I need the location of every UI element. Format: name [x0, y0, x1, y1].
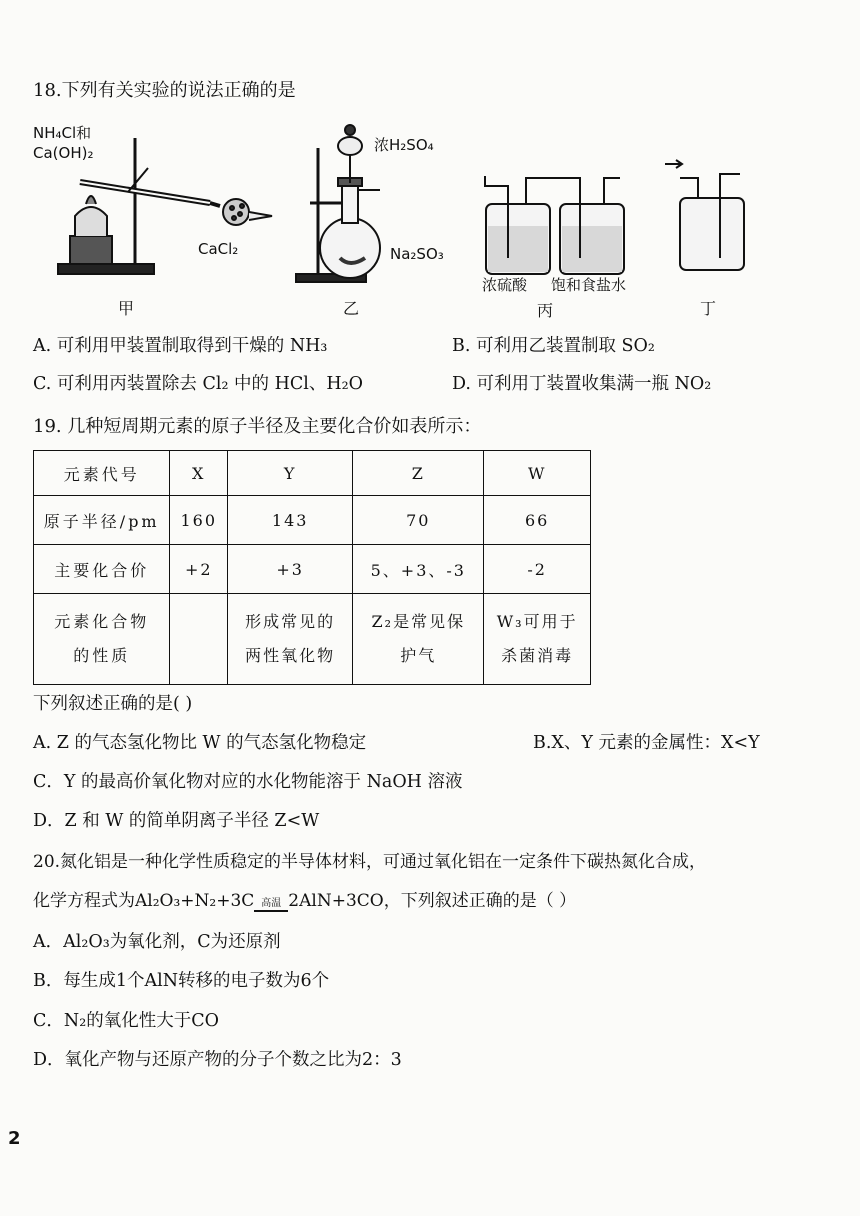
reagent-label-nh4cl: NH₄Cl和: [33, 124, 92, 142]
page-number: 2: [8, 1128, 21, 1149]
table-cell: 66: [484, 496, 591, 545]
column-header: X: [170, 451, 228, 496]
q20-equation-right: 2AlN+3CO，下列叙述正确的是（ ）: [288, 891, 577, 911]
column-header: W: [484, 451, 591, 496]
reagent-label-cacl2: CaCl₂: [198, 240, 239, 258]
table-cell: -2: [484, 545, 591, 594]
q20-option-a: A．Al₂O₃为氧化剂，C为还原剂: [33, 932, 281, 952]
caption-yi: 乙: [343, 299, 360, 318]
row-header: 元素代号: [34, 451, 170, 496]
q19-option-a: A. Z 的气态氢化物比 W 的气态氢化物稳定: [33, 733, 367, 753]
apparatus-bing: [485, 176, 624, 274]
table-cell: Z₂是常见保护气: [353, 594, 484, 685]
q20-option-c: C．N₂的氧化性大于CO: [33, 1011, 219, 1031]
caption-jia: 甲: [118, 299, 135, 318]
table-cell: 形成常见的两性氧化物: [228, 594, 353, 685]
q20-option-d: D．氧化产物与还原产物的分子个数之比为2：3: [33, 1050, 402, 1070]
table-cell: 70: [353, 496, 484, 545]
reagent-label-conc-acid: 浓硫酸: [482, 276, 528, 294]
table-row: [34, 545, 591, 594]
apparatus-ding: [665, 160, 744, 270]
apparatus-yi: [296, 125, 380, 282]
q18-stem: 18.下列有关实验的说法正确的是: [33, 80, 296, 101]
q18-option-c: C. 可利用丙装置除去 Cl₂ 中的 HCl、H₂O: [33, 374, 363, 394]
table-cell: 160: [170, 496, 228, 545]
condition-bar: [254, 910, 288, 912]
table-cell: 5、+3、-3: [353, 545, 484, 594]
q19-option-b: B.X、Y 元素的金属性：X<Y: [533, 733, 760, 753]
q20-equation-left: 化学方程式为Al₂O₃+N₂+3C: [33, 891, 255, 911]
row-header: 原子半径/pm: [34, 496, 170, 545]
column-header: Y: [228, 451, 353, 496]
q18-option-a: A. 可利用甲装置制取得到干燥的 NH₃: [33, 336, 328, 356]
condition-text: 高温: [261, 898, 282, 909]
q20-line2: [33, 886, 576, 912]
table-cell: 143: [228, 496, 353, 545]
q20-line1: 20.氮化铝是一种化学性质稳定的半导体材料，可通过氧化铝在一定条件下碳热氮化合成，: [33, 852, 707, 872]
row-header: 元素化合物的性质: [34, 594, 170, 685]
table-row: [34, 451, 591, 496]
q19-option-d: D．Z 和 W 的简单阴离子半径 Z<W: [33, 811, 320, 831]
q18-option-b: B. 可利用乙装置制取 SO₂: [452, 336, 655, 356]
q19-option-c: C．Y 的最高价氧化物对应的水化物能溶于 NaOH 溶液: [33, 772, 463, 792]
reagent-label-h2so4: 浓H₂SO₄: [374, 136, 434, 154]
caption-ding: 丁: [700, 299, 717, 318]
table-cell: [170, 594, 228, 685]
q20-option-b: B．每生成1个AlN转移的电子数为6个: [33, 971, 330, 991]
q19-prompt: 下列叙述正确的是( ): [33, 694, 193, 714]
row-header: 主要化合价: [34, 545, 170, 594]
reagent-label-brine: 饱和食盐水: [551, 276, 627, 294]
q19-stem: 19. 几种短周期元素的原子半径及主要化合价如表所示：: [33, 416, 482, 437]
table-cell: W₃可用于杀菌消毒: [484, 594, 591, 685]
reagent-label-caoh2: Ca(OH)₂: [33, 144, 94, 162]
reaction-condition: [254, 899, 288, 912]
q18-option-d: D. 可利用丁装置收集满一瓶 NO₂: [452, 374, 712, 394]
table-row: [34, 594, 591, 685]
caption-bing: 丙: [537, 301, 554, 320]
element-table: [33, 450, 591, 685]
table-cell: +3: [228, 545, 353, 594]
column-header: Z: [353, 451, 484, 496]
table-cell: +2: [170, 545, 228, 594]
reagent-label-na2so3: Na₂SO₃: [390, 245, 444, 263]
table-row: [34, 496, 591, 545]
